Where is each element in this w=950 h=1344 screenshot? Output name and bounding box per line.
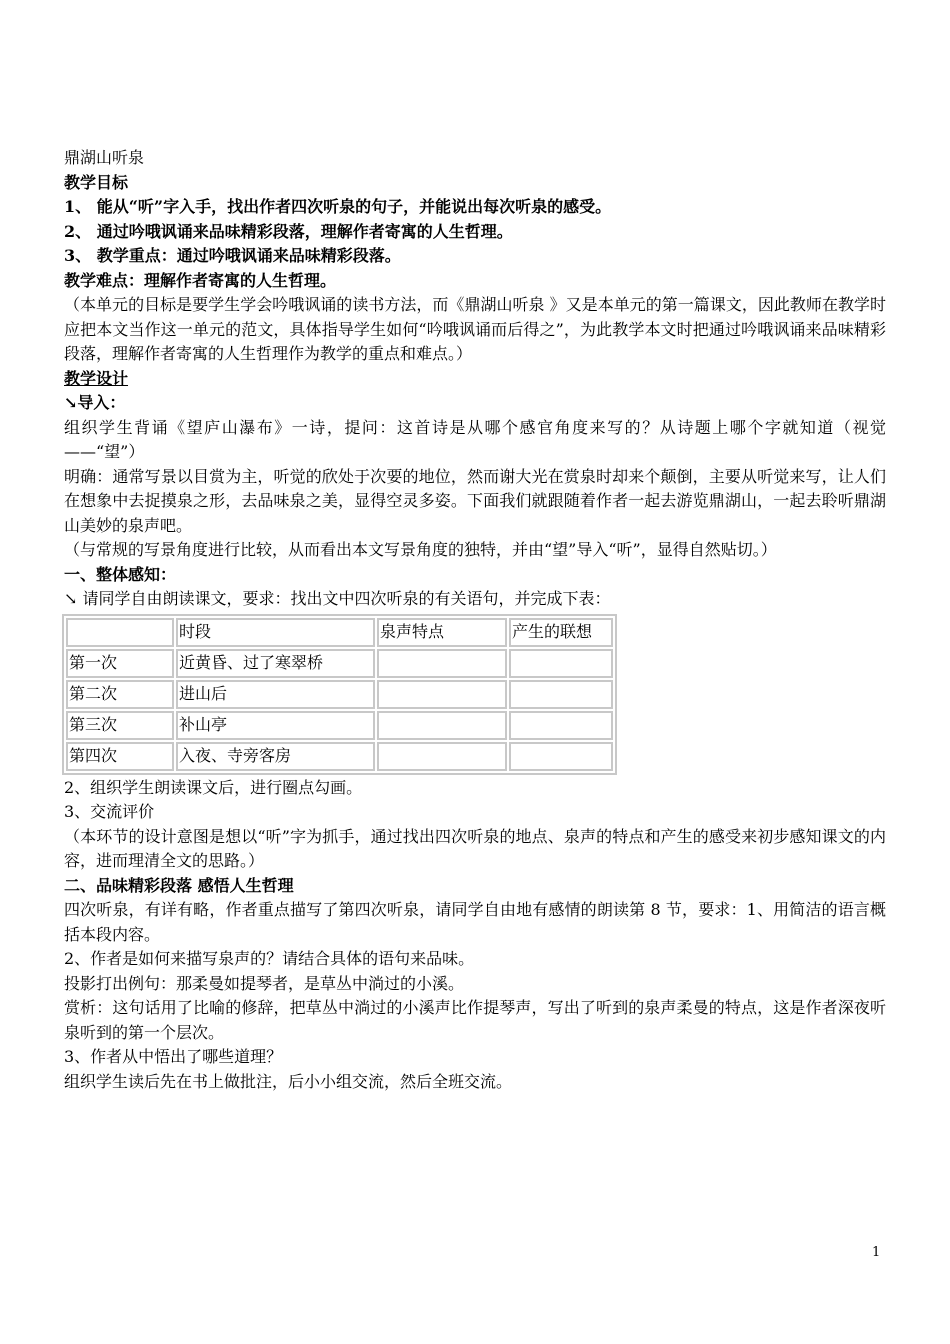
table-header-cell: 泉声特点 — [377, 618, 507, 647]
intro-paragraph: 组织学生背诵《望庐山瀑布》一诗，提问：这首诗是从哪个感官角度来写的？从诗题上哪个字就知道（视觉 ——“望”） — [64, 417, 886, 461]
table-cell: 第三次 — [66, 711, 174, 740]
table-cell — [377, 649, 507, 678]
design-note-paragraph: （本单元的目标是要学生学会吟哦讽诵的读书方法，而《鼎湖山听泉 》又是本单元的第一篇课文，因此教师在教学时应把本文当作这一单元的范文，具体指导学生如何“吟哦讽诵而后得之”，为此教学本文时把通过吟哦讽诵来品味精彩段落，理解作者寄寓的人生哲理作为教学的重点和难点。） — [64, 295, 886, 363]
table-cell — [377, 742, 507, 771]
section-paragraph: 3、作者从中悟出了哪些道理？ — [64, 1047, 283, 1066]
table-row — [66, 680, 613, 709]
page-number: 1 — [872, 1245, 881, 1260]
table-cell: 第一次 — [66, 649, 174, 678]
goal-item: 3、 教学重点：通过吟哦讽诵来品味精彩段落。 — [64, 246, 401, 265]
table-cell — [509, 649, 613, 678]
table-header-cell — [66, 618, 174, 647]
goal-item: 2、 通过吟哦讽诵来品味精彩段落，理解作者寄寓的人生哲理。 — [64, 221, 513, 241]
table-header-cell: 时段 — [176, 618, 375, 647]
table-cell: 入夜、寺旁客房 — [176, 742, 375, 771]
table-row — [66, 711, 613, 740]
step-line: 2、组织学生朗读课文后，进行圈点勾画。 — [64, 777, 363, 797]
table-cell: 补山亭 — [176, 711, 375, 740]
task-line: ↘ 请同学自由朗读课文，要求：找出文中四次听泉的有关语句，并完成下表： — [64, 589, 611, 608]
goal-item: 1、 能从“听”字入手，找出作者四次听泉的句子，并能说出每次听泉的感受。 — [64, 197, 612, 216]
table-cell: 近黄昏、过了寒翠桥 — [176, 649, 375, 678]
section-heading: 二、品味精彩段落 感悟人生哲理 — [64, 875, 294, 895]
document-title: 鼎湖山听泉 — [64, 148, 145, 167]
table-header-row — [66, 618, 613, 647]
section-paragraph: 投影打出例句：那柔曼如提琴者，是草丛中淌过的小溪。 — [64, 973, 465, 993]
section-paragraph: 2、作者是如何来描写泉声的？请结合具体的语句来品味。 — [64, 949, 475, 968]
section-heading: 一、整体感知： — [64, 564, 177, 584]
difficulty-line: 教学难点：理解作者寄寓的人生哲理。 — [64, 270, 337, 290]
design-note-paragraph: （本环节的设计意图是想以“听”字为抓手，通过找出四次听泉的地点、泉声的特点和产生的感受来初步感知课文的内容，进而理清全文的思路。） — [64, 826, 886, 870]
table-cell — [509, 711, 613, 740]
table-cell — [377, 680, 507, 709]
goals-heading: 教学目标 — [64, 172, 129, 192]
table-cell: 进山后 — [176, 680, 375, 709]
design-note-paragraph: （与常规的写景角度进行比较，从而看出本文写景角度的独特，并由“望”导入“听”，显得自然贴切。） — [64, 540, 777, 559]
table-cell: 第二次 — [66, 680, 174, 709]
table-cell — [509, 680, 613, 709]
section-paragraph: 四次听泉，有详有略，作者重点描写了第四次听泉，请同学自由地有感情的朗读第 8 节，要求：1、用简洁的语言概括本段内容。 — [64, 900, 886, 944]
section-paragraph: 组织学生读后先在书上做批注，后小小组交流，然后全班交流。 — [64, 1071, 513, 1091]
clarify-paragraph: 明确：通常写景以目赏为主，听觉的欣处于次要的地位，然而谢大光在赏泉时却来个颠倒，主要从听觉来写，让人们在想象中去捉摸泉之形，去品味泉之美，显得空灵多姿。下面我们就跟随着作者一起去游览鼎湖山，一起去聆听鼎湖山美妙的泉声吧。 — [64, 466, 886, 535]
section-paragraph: 赏析：这句话用了比喻的修辞，把草丛中淌过的小溪声比作提琴声，写出了听到的泉声柔曼的特点，这是作者深夜听泉听到的第一个层次。 — [64, 998, 886, 1042]
table-cell — [377, 711, 507, 740]
document-body — [64, 146, 886, 1094]
intro-heading: ↘导入： — [64, 393, 126, 412]
design-heading: 教学设计 — [64, 368, 129, 388]
table-cell — [509, 742, 613, 771]
table-cell: 第四次 — [66, 742, 174, 771]
listening-table — [62, 614, 617, 775]
table-row — [66, 742, 613, 771]
table-row — [66, 649, 613, 678]
table-header-cell: 产生的联想 — [509, 618, 613, 647]
step-line: 3、交流评价 — [64, 802, 155, 821]
